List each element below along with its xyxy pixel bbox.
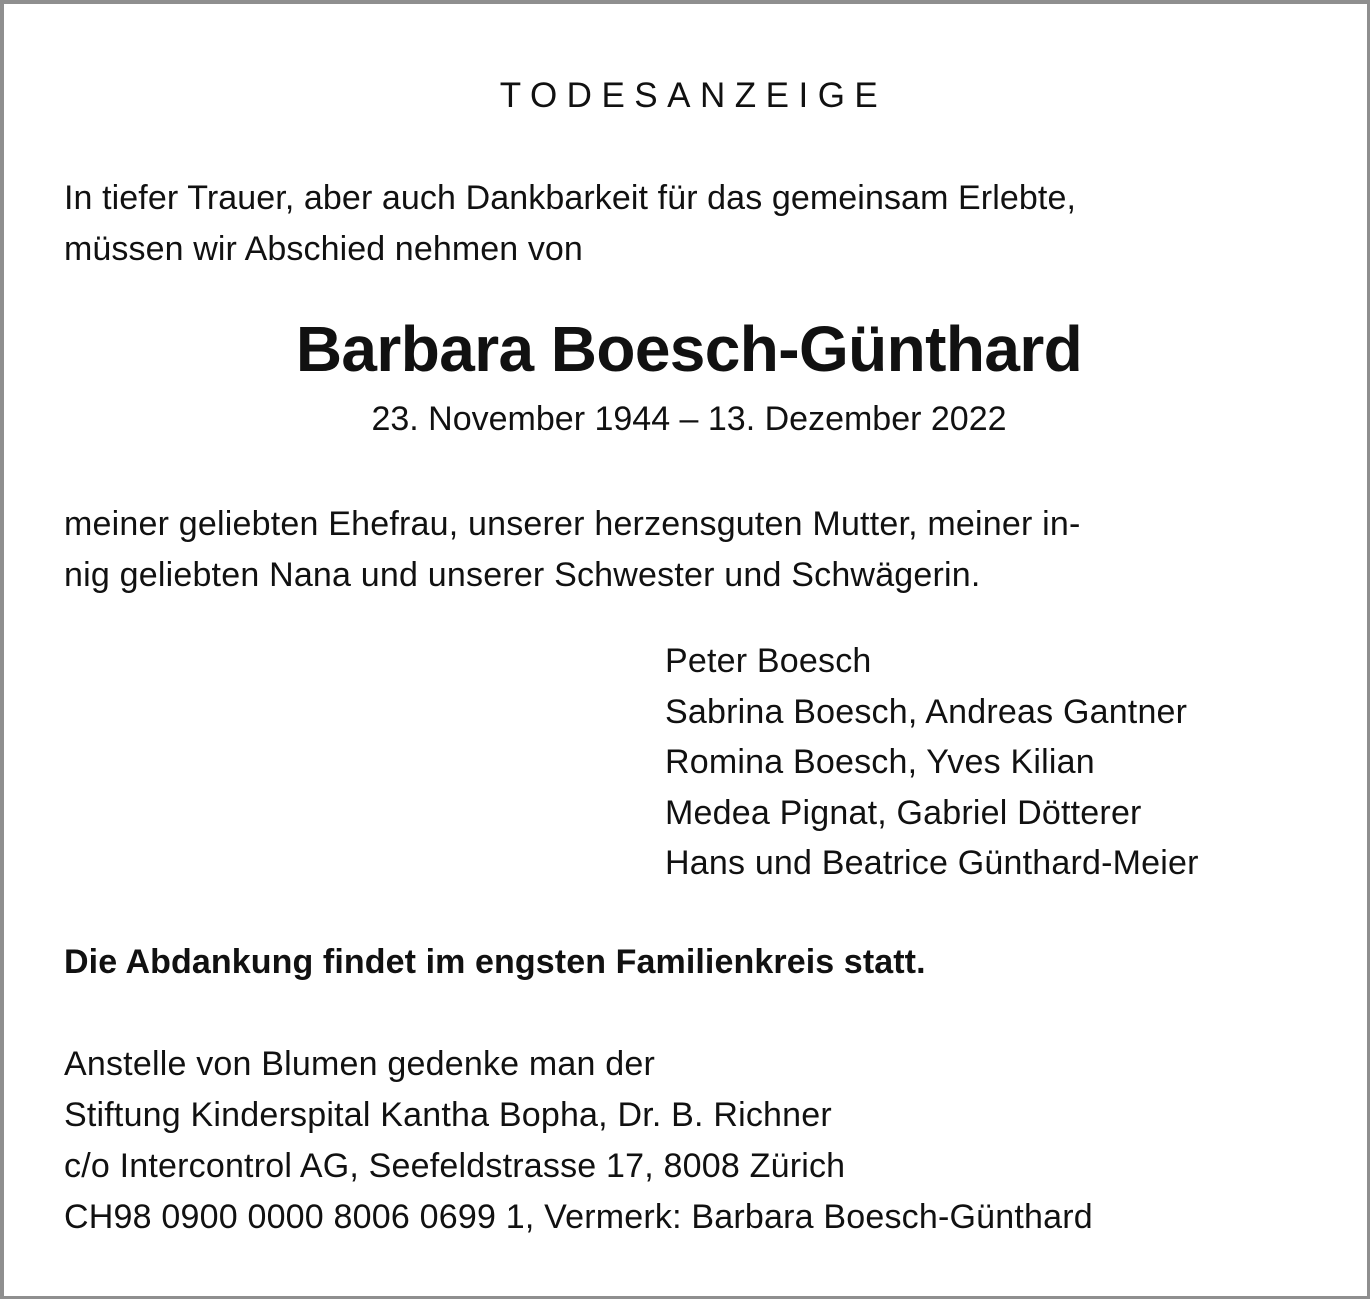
donation-line: CH98 0900 0000 8006 0699 1, Vermerk: Barbara Boesch-Günthard [64, 1198, 1093, 1236]
mourner-name: Romina Boesch, Yves Kilian [665, 743, 1095, 781]
mourner-name: Peter Boesch [665, 642, 872, 680]
donation-line: Anstelle von Blumen gedenke man der [64, 1045, 656, 1083]
relations-line: nig geliebten Nana und unserer Schwester und Schwägerin. [64, 556, 981, 594]
donation-line: Stiftung Kinderspital Kantha Bopha, Dr. B. Richner [64, 1096, 832, 1134]
intro-text [64, 173, 1076, 275]
notice-heading: TODESANZEIGE [499, 76, 888, 115]
mourners-list [665, 636, 1199, 889]
relations-text [64, 499, 1081, 601]
mourner-name: Sabrina Boesch, Andreas Gantner [665, 692, 1188, 731]
relations-line: meiner geliebten Ehefrau, unserer herzensguten Mutter, meiner in- [64, 505, 1081, 543]
intro-line: In tiefer Trauer, aber auch Dankbarkeit für das gemeinsam Erlebte, [64, 179, 1077, 217]
donation-line: c/o Intercontrol AG, Seefeldstrasse 17, 8008 Zürich [64, 1147, 846, 1185]
donation-info [64, 1039, 1093, 1243]
mourner-name: Medea Pignat, Gabriel Dötterer [665, 793, 1142, 832]
intro-line: müssen wir Abschied nehmen von [64, 230, 583, 268]
life-dates: 23. November 1944 – 13. Dezember 2022 [371, 400, 1007, 438]
mourner-name: Hans und Beatrice Günthard-Meier [665, 844, 1199, 882]
deceased-name: Barbara Boesch-Günthard [295, 313, 1083, 385]
ceremony-note: Die Abdankung findet im engsten Familienkreis statt. [64, 943, 926, 981]
